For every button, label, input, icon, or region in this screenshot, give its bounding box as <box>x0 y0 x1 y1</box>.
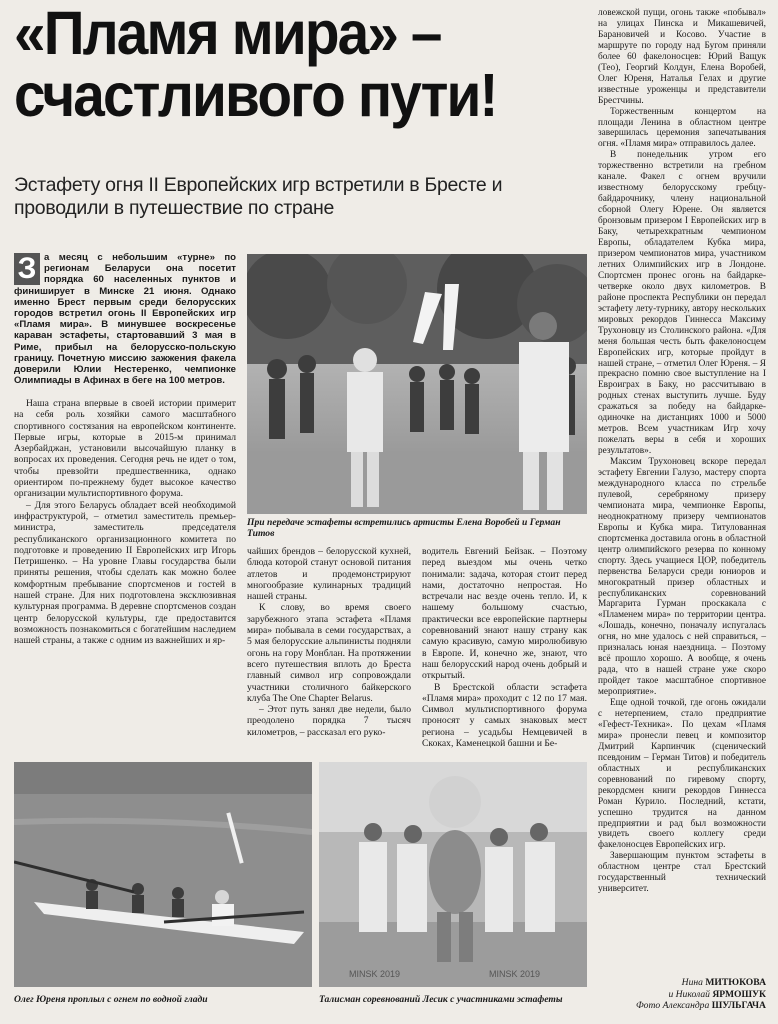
article-column-4 <box>598 8 766 895</box>
headline-line-2: счастливого пути! <box>14 61 497 129</box>
signature-author-1: Нина МИТЮКОВА <box>681 977 766 988</box>
lead-paragraph <box>14 252 236 386</box>
photo-flame-handover <box>247 254 587 514</box>
paragraph: водитель Евгений Бейзак. – Поэтому перед выездом мы очень четко понимали: задача, которая стоит перед нами, достаточно непростая. Но встречали нас везде очень тепло. И, к нашему большому счастью, практически все европейские партнеры соревнований знают нашу страну как самую красивую, самую миролюбивую в Европе. И, конечно же, знают, что наш белорусский народ очень добрый и открытый. <box>422 546 587 682</box>
subheadline: Эстафету огня II Европейских игр встретили в Бресте и проводили в путешествие по стране <box>14 174 503 219</box>
article-column-2 <box>247 546 411 738</box>
photo-kayak-image <box>14 762 312 987</box>
paragraph: чайших брендов – белорусской кухней, блюда которой станут основой питания атлетов и продемонстрируют многообразие кулинарных традиций нашей страны. <box>247 546 411 603</box>
paragraph: К слову, во время своего зарубежного этапа эстафета «Пламя мира» побывала в семи государствах, а 5 мая белорусские альпинисты подняли огонь на гору Монблан. На протяжении всего путешествия вплоть до Бреста главный символ игр сопровождали участники столичного байкерского клуба The One Chapter Belarus. <box>247 602 411 704</box>
signature-photo: Фото Александра ШУЛЬГАЧА <box>635 1000 766 1011</box>
photo-mascot-image <box>319 762 587 987</box>
photo-flame-handover-image <box>247 254 587 514</box>
headline-line-1: «Пламя мира» – <box>14 0 441 67</box>
signature <box>598 977 766 1012</box>
paragraph: В Брестской области эстафета «Пламя мира» проходит с 12 по 17 мая. Символ мультиспортивного форума проносят у самых знаковых мест региона – усадьбы Немцевичей в Скоках, Каменецкой башни и Бе- <box>422 681 587 750</box>
paragraph: В понедельник утром его торжественно встретили на гребном канале. Факел с огнем вручили известному белорусскому гребцу-байдарочнику, члену национальной сборной Олегу Юрене. Он является бронзовым призером I Европейских игр в Баку, четырехкратным чемпионом Европы, обладателем Кубка мира, призером чемпионатов мира, участником летних Олимпийских игр в Лондоне. Спортсмен пронес огонь на байдарке-четверке около двух километров. В районе проспекта Республики он передал эстафету лету-турнику, автору нескольких мировых рекордов Гиннесса Максиму Трухоновцу из Столинского района. «Для меня большая честь быть факелоносцем Европейских игр, которые пройдут в нашей стране, – отметил Олег Юреня. – Я прекрасно помню свое выступление на I Евроиграх в Баку, но рассчитываю в родных стенах выступить лучше. Буду сражаться за победу на байдарке-одиночке на дистанциях 1000 и 5000 метров. Всем участникам Игр хочу пожелать веры в себя и хороших результатов». <box>598 150 766 457</box>
headline <box>14 0 535 129</box>
paragraph: – Для этого Беларусь обладает всей необходимой инфраструктурой, – отметил заместитель премьер-министра, заместитель председателя республиканского организационного комитета по подготовке и проведению II Европейских игр Игорь Петришенко. – На уровне Главы государства были приняты решения, чтобы сделать как можно более комфортным пребывание спортсменов и гостей в нашей стране. Для них подготовлена эксклюзивная культурная программа. В деревне спортсменов создан центр белорусской культуры, где предоставится возможность познакомиться с богатейшим наследием нашей страны, а также с одним из важнейших и яр- <box>14 499 236 647</box>
dropcap: З <box>14 253 40 285</box>
banner-text-left: MINSK 2019 <box>349 969 401 979</box>
paragraph: Торжественным концертом на площади Ленина в областном центре завершилась церемония запечатывания огня. «Пламя мира» отправилось далее. <box>598 106 766 150</box>
paragraph: Наша страна впервые в своей истории примерит на себя роль хозяйки самого масштабного спортивного состязания на европейском континенте. Первые игры, которые в 2015-м принимал Азербайджан, установили высочайшую планку в вопросах их проведения. Сегодня речь не идет о том, чтобы превзойти предшественника, однако ориентиром по-прежнему будет высокое качество организации мультиспортивного форума. <box>14 398 236 500</box>
paragraph: Еще одной точкой, где огонь ожидали с нетерпением, стало предприятие «Гефест-Техника». По цехам «Пламя мира» пронесли певец и композитор Дмитрий Карпинчик (сценический псевдоним – Герман Титов) и победитель областных и республиканских соревнований по гиревому спорту, рекордсмен книги рекордов Гиннесса Роман Курило. Последний, кстати, успешно трудится на данном предприятии и рад был возможности увидеть своего коллегу среди факелоносцев Европейских игр. <box>598 698 766 851</box>
banner-text-right: MINSK 2019 <box>489 969 541 979</box>
article-column-3 <box>422 546 587 749</box>
caption-right-photo: Талисман соревнований Лесик с участниками эстафеты <box>319 994 563 1005</box>
photo-mascot <box>319 762 587 987</box>
caption-left-photo: Олег Юреня проплыл с огнем по водной глади <box>14 994 208 1005</box>
article-column-1 <box>14 398 236 647</box>
signature-author-2: и Николай ЯРМОШУК <box>668 988 766 1000</box>
paragraph: – Этот путь занял две недели, было преодолено порядка 7 тысяч километров, – рассказал его руко- <box>247 704 411 738</box>
paragraph: Завершающим пунктом эстафеты в областном центре стал Брестский государственный технический университет. <box>598 851 766 895</box>
caption-top-photo: При передаче эстафеты встретились артисты Елена Воробей и Герман Титов <box>247 517 561 539</box>
photo-kayak <box>14 762 312 987</box>
paragraph: ловежской пущи, огонь также «побывал» на улицах Пинска и Микашевичей, Барановичей и Косово. Участие в маршруте по городу над Бугом приняли более 60 факелоносцев: Юрий Ващук (Тео), Георгий Колдун, Елена Воробей, Олег Юреня, Наталья Гелах и другие известные уроженцы и представители Брестчины. <box>598 8 766 106</box>
paragraph: Максим Трухоновец вскоре передал эстафету Евгении Галузо, мастеру спорта международного класса по стрельбе пулевой, серебряному призеру чемпионата мира, чемпионке Европы, неоднократному призеру чемпионатов Европы и Кубка мира. Титулованная спортсменка доставила огонь в областной центр олимпийского резерва по конному спорту. Здесь учащиеся ЦОР, победитель первенства Беларуси среди юниоров и многократный призер областных и республиканских соревнований Маргарита Гурман проскакала с «Пламенем мира» по территории центра. «Лошадь, конечно, поначалу испугалась огня, но мне удалось с ней справиться, – призналась юная наездница. – Поэтому всё прошло хорошо. А вообще, я очень рада, что в нашей стране уже скоро пройдет такое масштабное спортивное мероприятие». <box>598 457 766 698</box>
lead-text: а месяц с небольшим «турне» по регионам Беларуси она посетит порядка 60 населенных пунктов и финиширует в Минске 21 июня. Однако именно Брест первым среди белорусских городов встретил огонь II Европейских игр «Пламя мира». В минувшее воскресенье караван эстафеты, стартовавший 3 мая в Риме, прибыл на белорусско-польскую границу. Почетную миссию зажжения факела доверили Юлии Нестеренко, чемпионке Олимпиады в Афинах в беге на 100 метров. <box>14 252 236 387</box>
